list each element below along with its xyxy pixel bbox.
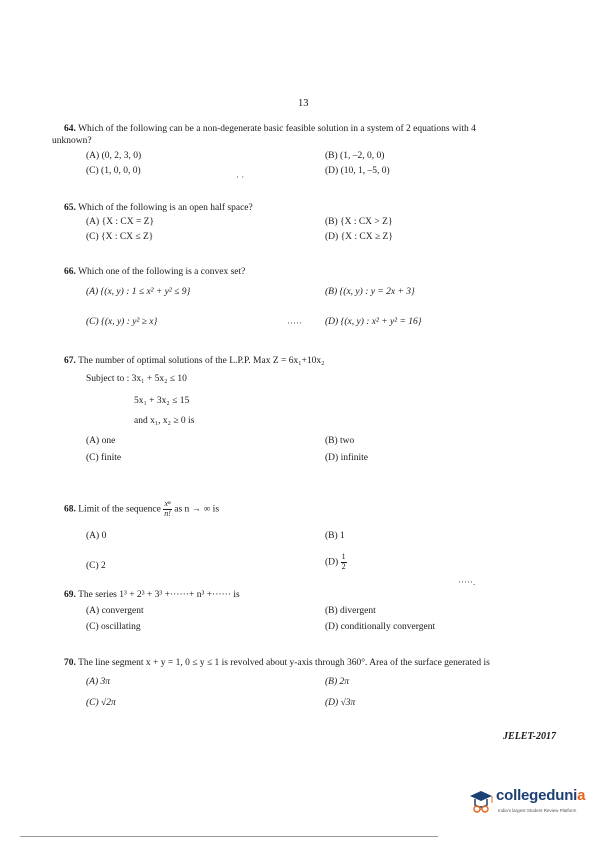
question-66-text: Which one of the following is a convex set? [78,267,246,277]
question-64-number: 64. [64,124,76,134]
q68-option-b: (B) 1 [325,531,345,541]
page-number: 13 [298,98,309,109]
q66-option-c: (C) {(x, y) : y² ≥ x} [86,317,158,327]
q69-option-c: (C) oscillating [86,622,141,632]
q67-option-b: (B) two [325,436,355,446]
q66-option-b: (B) {(x, y) : y = 2x + 3} [325,287,415,297]
question-67-text: The number of optimal solutions of the L.P.P. Max Z = 6x₁+10x₂ [78,356,325,366]
q67-option-a: (A) one [86,436,116,446]
q68-option-d-label: (D) [325,557,339,568]
question-68-text-after: as n → ∞ is [174,504,220,515]
q70-option-b: (B) 2π [325,677,350,687]
q69-option-d: (D) conditionally convergent [325,622,436,632]
q68-option-a: (A) 0 [86,531,107,541]
stray-marks: ····· [287,318,302,328]
logo-wordmark: collegedunia [496,787,586,804]
question-70-number: 70. [64,658,76,668]
q68-option-c: (C) 2 [86,561,106,571]
q66-option-d: (D) {(x, y) : x² + y² = 16} [325,317,422,327]
q68-option-d [325,553,347,572]
logo-tagline: India's largest Student Review Platform [498,808,577,813]
question-66 [64,267,245,279]
q67-option-c: (C) finite [86,453,122,463]
q68-option-d-numerator: 1 [341,552,346,561]
graduation-cap-icon [468,787,494,817]
question-64-line1 [64,124,476,136]
question-65-number: 65. [64,203,76,213]
q69-option-b: (B) divergent [325,606,376,616]
q64-option-d: (D) (10, 1, –5, 0) [325,166,390,176]
q64-option-b: (B) (1, –2, 0, 0) [325,151,385,161]
collegedunia-logo[interactable] [466,783,606,828]
q65-option-b: (B) {X : CX > Z} [325,217,393,227]
q64-option-c: (C) (1, 0, 0, 0) [86,166,141,176]
question-68 [64,500,219,519]
question-67 [64,356,324,368]
q70-option-a: (A) 3π [86,677,111,687]
question-69-text: The series 1³ + 2³ + 3³ +······+ n³ +······ is [78,590,240,600]
q67-option-d: (D) infinite [325,453,369,463]
q68-fraction-numerator: xⁿ [164,499,171,508]
q67-constraint-1: Subject to : 3x₁ + 5x₂ ≤ 10 [86,374,187,384]
q67-constraint-3: and x₁, x₂ ≥ 0 is [134,416,195,426]
question-64-line2: unknown? [52,136,92,146]
q68-option-d-denominator: 2 [341,561,346,571]
stray-marks: ·····. [458,577,476,587]
q70-option-d: (D) √3π [325,698,356,708]
question-65 [64,203,253,215]
page-bottom-rule [20,836,438,837]
q65-option-d: (D) {X : CX ≥ Z} [325,232,393,242]
question-70-text: The line segment x + y = 1, 0 ≤ y ≤ 1 is revolved about y-axis through 360°. Area of the surface generated is [78,658,490,668]
q65-option-c: (C) {X : CX ≤ Z} [86,232,154,242]
exam-footer: JELET-2017 [503,731,556,742]
question-69 [64,590,240,602]
q70-option-c: (C) √2π [86,698,116,708]
question-66-number: 66. [64,267,76,277]
q68-fraction-denominator: n! [164,508,171,518]
question-70 [64,658,490,670]
stray-marks: · · [236,172,245,182]
q66-option-a: (A) {(x, y) : 1 ≤ x² + y² ≤ 9} [86,287,191,297]
q68-option-d-fraction [341,553,347,572]
q69-option-a: (A) convergent [86,606,144,616]
question-65-text: Which of the following is an open half space? [78,203,253,213]
q65-option-a: (A) {X : CX = Z} [86,217,155,227]
question-68-number: 68. [64,504,76,515]
q67-constraint-2: 5x₁ + 3x₂ ≤ 15 [134,396,190,406]
question-67-number: 67. [64,356,76,366]
question-64-text: Which of the following can be a non-degenerate basic feasible solution in a system of 2 equations with 4 [78,124,476,134]
question-69-number: 69. [64,590,76,600]
question-68-text-before: Limit of the sequence [78,504,161,515]
q64-option-a: (A) (0, 2, 3, 0) [86,151,142,161]
q68-fraction [163,500,172,519]
